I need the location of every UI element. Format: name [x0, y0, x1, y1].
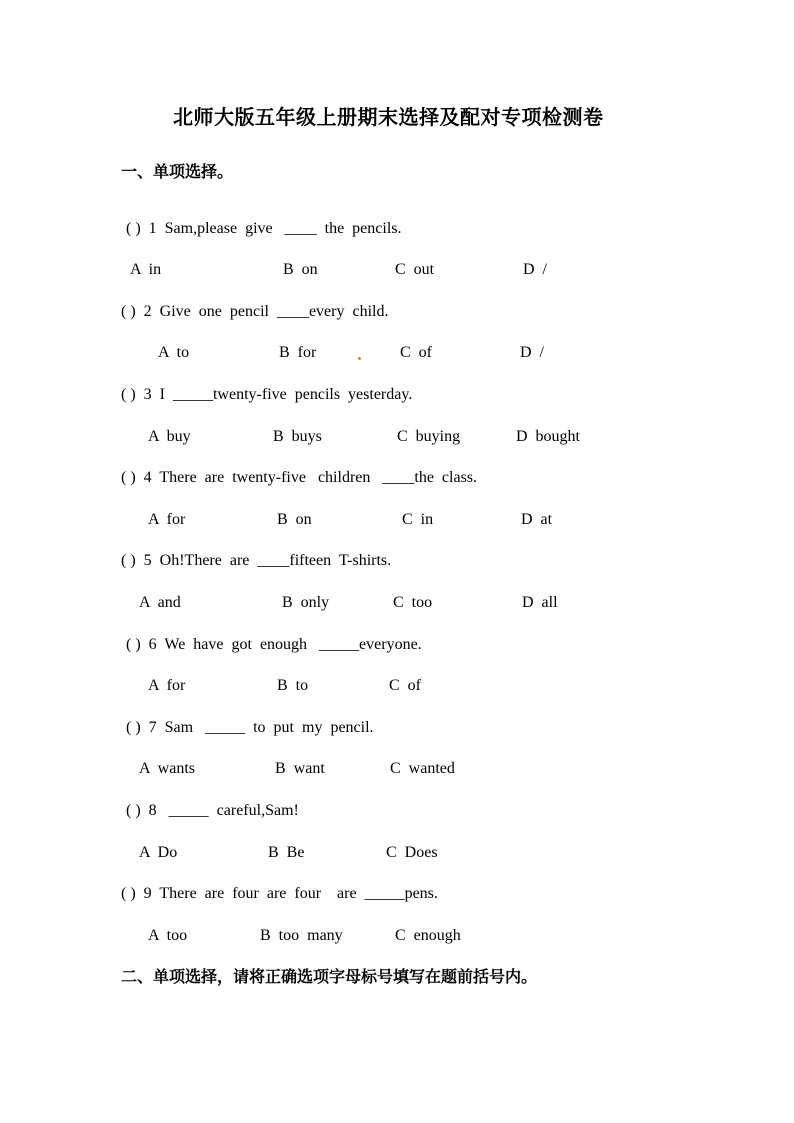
option: C of	[400, 344, 432, 361]
stray-mark	[358, 357, 361, 360]
question-stem: ( ) 8 _____ careful,Sam!	[126, 802, 299, 819]
option: B want	[275, 760, 325, 777]
option: B Be	[268, 844, 305, 861]
option: C in	[402, 511, 434, 528]
question-stem: ( ) 3 I _____twenty-five pencils yesterday.	[121, 386, 413, 403]
question-stem: ( ) 2 Give one pencil ____every child.	[121, 303, 389, 320]
option: D bought	[516, 428, 580, 445]
question-stem: ( ) 1 Sam,please give ____ the pencils.	[126, 220, 402, 237]
option: C enough	[395, 927, 461, 944]
option: D all	[522, 594, 558, 611]
option: A to	[158, 344, 190, 361]
option: A wants	[139, 760, 195, 777]
option: A for	[148, 511, 186, 528]
option: C buying	[397, 428, 461, 445]
option: B too many	[260, 927, 343, 944]
question-stem: ( ) 6 We have got enough _____everyone.	[126, 636, 422, 653]
option: B buys	[273, 428, 322, 445]
option: C out	[395, 261, 435, 278]
page-title: 北师大版五年级上册期末选择及配对专项检测卷	[173, 107, 604, 129]
option: B to	[277, 677, 309, 694]
option: D at	[521, 511, 553, 528]
option: C of	[389, 677, 421, 694]
option: A for	[148, 677, 186, 694]
option: A in	[130, 261, 162, 278]
question-stem: ( ) 9 There are four are four are _____pens.	[121, 885, 438, 902]
option: A too	[148, 927, 188, 944]
option: D /	[523, 261, 547, 278]
question-stem: ( ) 5 Oh!There are ____fifteen T-shirts.	[121, 552, 392, 569]
option: B only	[282, 594, 330, 611]
option: C Does	[386, 844, 438, 861]
option: C too	[393, 594, 433, 611]
option: B on	[283, 261, 318, 278]
section-heading-1: 一、单项选择。	[121, 164, 234, 181]
option: B for	[279, 344, 317, 361]
option: A and	[139, 594, 181, 611]
question-stem: ( ) 4 There are twenty-five children ____the class.	[121, 469, 478, 486]
option: C wanted	[390, 760, 455, 777]
question-stem: ( ) 7 Sam _____ to put my pencil.	[126, 719, 374, 736]
option: D /	[520, 344, 544, 361]
option: A Do	[139, 844, 178, 861]
option: B on	[277, 511, 312, 528]
option: A buy	[148, 428, 191, 445]
section-heading-2: 二、单项选择，请将正确选项字母标号填写在题前括号内。	[121, 969, 538, 986]
